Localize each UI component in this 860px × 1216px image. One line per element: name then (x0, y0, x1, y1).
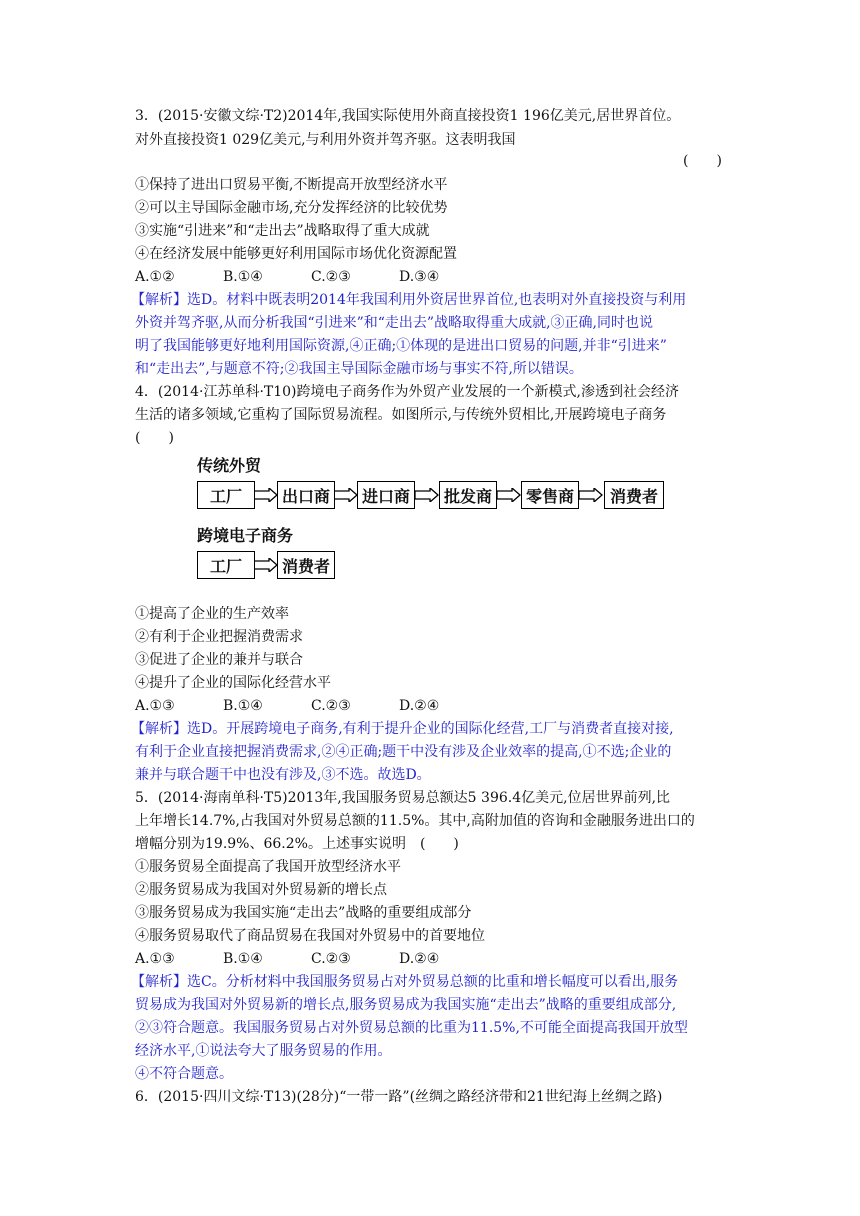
q3-stem-line2: 对外直接投资1 029亿美元,与利用外资并驾齐驱。这表明我国 (135, 132, 516, 148)
q3-option-d: D.③④ (399, 269, 440, 285)
q3-analysis-line3: 明了我国能够更好地利用国际资源,④正确;①体现的是进出口贸易的问题,并非“引进来” (135, 338, 667, 354)
q3-item-3: ③实施“引进来”和“走出去”战略取得了重大成就 (135, 223, 430, 239)
q5-option-d: D.②④ (399, 951, 440, 967)
ecommerce-node-consumer: 消费者 (277, 551, 335, 579)
q5-stem-line2: 上年增长14.7%,占我国对外贸易总额的11.5%。其中,高附加值的咨询和金融服务进出口的 (135, 813, 695, 829)
traditional-node-importer: 进口商 (357, 481, 415, 509)
q4-answer-paren: ( ) (135, 430, 174, 446)
q4-stem-line2: 生活的诸多领域,它重构了国际贸易流程。如图所示,与传统外贸相比,开展跨境电子商务 (135, 407, 667, 423)
q5-item-3: ③服务贸易成为我国实施“走出去”战略的重要组成部分 (135, 905, 472, 921)
q5-item-4: ④服务贸易取代了商品贸易在我国对外贸易中的首要地位 (135, 928, 485, 944)
flow-arrow-icon (254, 488, 278, 502)
q3-answer-paren: ( ) (683, 153, 722, 169)
q4-options (135, 697, 439, 715)
q4-analysis-line3: 兼并与联合题干中也没有涉及,③不选。故选D。 (135, 767, 431, 783)
q3-analysis-line4: 和“走出去”,与题意不符;②我国主导国际金融市场与事实不符,所以错误。 (135, 361, 583, 377)
q4-analysis-line2: 有利于企业直接把握消费需求,②④正确;题干中没有涉及企业效率的提高,①不选;企业的 (135, 744, 672, 760)
flow-arrow-icon (579, 488, 603, 502)
flow-arrow-icon (415, 488, 439, 502)
q3-option-c: C.②③ (311, 269, 351, 285)
q4-item-4: ④提升了企业的国际化经营水平 (135, 675, 331, 691)
q3-item-4: ④在经济发展中能够更好利用国际市场优化资源配置 (135, 246, 457, 262)
q5-option-c: C.②③ (311, 951, 351, 967)
q4-item-1: ①提高了企业的生产效率 (135, 606, 289, 622)
q4-option-c: C.②③ (311, 698, 351, 714)
q5-analysis-line1: 【解析】选C。分析材料中我国服务贸易占对外贸易总额的比重和增长幅度可以看出,服务 (131, 974, 679, 990)
traditional-node-retailer: 零售商 (521, 481, 579, 509)
q5-item-2: ②服务贸易成为我国对外贸易新的增长点 (135, 882, 387, 898)
q4-option-b: B.①④ (223, 698, 263, 714)
q3-analysis-line1: 【解析】选D。材料中既表明2014年我国利用外资居世界首位,也表明对外直接投资与利用 (131, 292, 687, 308)
q3-options (135, 268, 439, 286)
q3-option-a: A.①② (135, 269, 175, 285)
flow-arrow-icon (497, 488, 521, 502)
q3-item-2: ②可以主导国际金融市场,充分发挥经济的比较优势 (135, 200, 448, 216)
q5-options (135, 950, 439, 968)
q6-stem-line1: 6．(2015·四川文综·T13)(28分)“一带一路”(丝绸之路经济带和21世纪海上丝绸之路) (135, 1089, 663, 1105)
q4-option-a: A.①③ (135, 698, 175, 714)
q4-item-3: ③促进了企业的兼并与联合 (135, 652, 303, 668)
traditional-node-exporter: 出口商 (277, 481, 335, 509)
q5-analysis-line4: 经济水平,①说法夸大了服务贸易的作用。 (135, 1043, 392, 1059)
traditional-node-consumer: 消费者 (604, 481, 664, 509)
q4-item-2: ②有利于企业把握消费需求 (135, 629, 303, 645)
q3-item-1: ①保持了进出口贸易平衡,不断提高开放型经济水平 (135, 177, 448, 193)
q3-option-b: B.①④ (223, 269, 263, 285)
traditional-node-wholesaler: 批发商 (439, 481, 497, 509)
flow-arrow-icon (254, 558, 278, 572)
q4-stem-line1: 4．(2014·江苏单科·T10)跨境电子商务作为外贸产业发展的一个新模式,渗透到社会经济 (135, 384, 679, 400)
q5-option-a: A.①③ (135, 951, 175, 967)
ecommerce-label: 跨境电子商务 (197, 526, 294, 545)
q5-analysis-line5: ④不符合题意。 (135, 1066, 233, 1082)
q4-analysis-line1: 【解析】选D。开展跨境电子商务,有利于提升企业的国际化经营,工厂与消费者直接对接, (131, 721, 674, 737)
traditional-trade-label: 传统外贸 (197, 456, 262, 475)
ecommerce-node-factory: 工厂 (197, 551, 255, 579)
q5-stem-line3: 增幅分别为19.9%、66.2%。上述事实说明 ( ) (135, 836, 459, 852)
flow-arrow-icon (334, 488, 358, 502)
q5-item-1: ①服务贸易全面提高了我国开放型经济水平 (135, 859, 401, 875)
q4-option-d: D.②④ (399, 698, 440, 714)
q3-stem-line1: 3．(2015·安徽文综·T2)2014年,我国实际使用外商直接投资1 196亿美元,居世界首位。 (135, 108, 681, 124)
q3-analysis-line2: 外资并驾齐驱,从而分析我国“引进来”和“走出去”战略取得重大成就,③正确,同时也说 (135, 315, 653, 331)
q5-analysis-line2: 贸易成为我国对外贸易新的增长点,服务贸易成为我国实施“走出去”战略的重要组成部分, (135, 997, 677, 1013)
q5-analysis-line3: ②③符合题意。我国服务贸易占对外贸易总额的比重为11.5%,不可能全面提高我国开放型 (135, 1020, 688, 1036)
traditional-node-factory: 工厂 (197, 481, 255, 509)
q5-option-b: B.①④ (223, 951, 263, 967)
q5-stem-line1: 5．(2014·海南单科·T5)2013年,我国服务贸易总额达5 396.4亿美元,位居世界前列,比 (135, 790, 671, 806)
